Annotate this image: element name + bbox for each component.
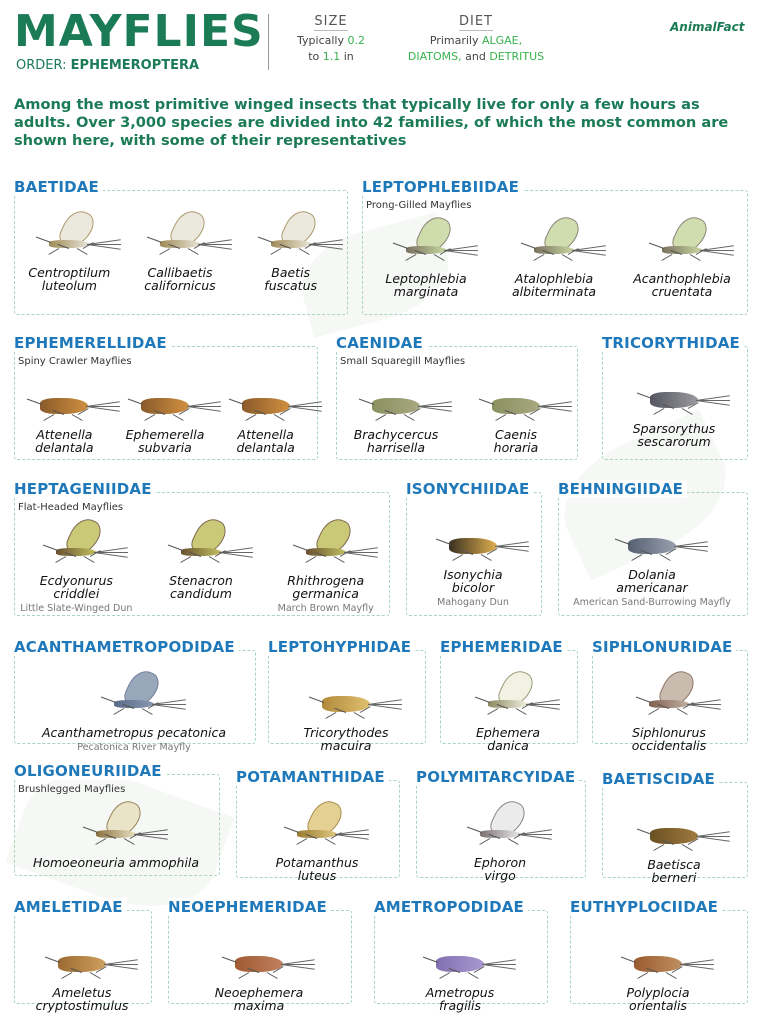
- species-name: Ephemerella subvaria: [125, 427, 205, 455]
- family-common-name: Brushlegged Mayflies: [18, 784, 126, 795]
- mayfly-illustration: [621, 668, 717, 726]
- family-name: EPHEMERELLIDAE: [14, 334, 171, 352]
- species-name: Baetis fuscatus: [264, 265, 318, 293]
- species-card: [618, 214, 746, 298]
- mayfly-illustration: [28, 516, 124, 574]
- species-card: [215, 370, 316, 454]
- mayfly-illustration: [220, 370, 311, 428]
- family-name: OLIGONEURIIDAE: [14, 762, 166, 780]
- species-card: [235, 208, 346, 292]
- family-name: TRICORYTHIDAE: [602, 334, 744, 352]
- mayfly-illustration: [604, 510, 700, 568]
- family-name: BAETISCIDAE: [602, 770, 719, 788]
- species-card: [602, 364, 746, 448]
- species-name: Ephemera danica: [475, 725, 541, 753]
- species-name: Attenella delantala: [236, 427, 295, 455]
- species-card: [168, 928, 350, 1012]
- mayfly-illustration: [21, 208, 117, 266]
- order-line: [16, 58, 199, 73]
- species-card: [406, 510, 540, 608]
- family-name: SIPHLONURIDAE: [592, 638, 736, 656]
- family-name: HEPTAGENIIDAE: [14, 480, 156, 498]
- size-min: 0.2: [347, 34, 365, 47]
- species-card: [456, 370, 576, 454]
- species-card: [14, 928, 150, 1012]
- diet-info: [396, 14, 556, 65]
- species-common-name: Little Slate-Winged Dun: [20, 603, 133, 614]
- species-name: Homoeoneuria ammophila: [32, 855, 200, 870]
- mayfly-illustration: [506, 214, 602, 272]
- species-name: Centroptilum luteolum: [28, 265, 111, 293]
- species-card: [374, 928, 546, 1012]
- species-card: [490, 214, 618, 298]
- species-card: [592, 668, 746, 752]
- mayfly-illustration: [634, 214, 730, 272]
- size-max: 1.1: [322, 50, 341, 63]
- species-name: Caenis horaria: [493, 427, 539, 455]
- mayfly-illustration: [68, 798, 164, 856]
- mayfly-illustration: [34, 928, 130, 986]
- species-name: Ameletus cryptostimulus: [35, 985, 129, 1013]
- diet-heading: DIET: [459, 14, 493, 29]
- family-name: CAENIDAE: [336, 334, 427, 352]
- species-card: [125, 208, 236, 292]
- family-name: AMELETIDAE: [14, 898, 127, 916]
- species-name: Acanthametropus pecatonica: [41, 725, 227, 740]
- family-name: BAETIDAE: [14, 178, 103, 196]
- order-value: EPHEMEROPTERA: [70, 58, 200, 73]
- species-name: Siphlonurus occidentalis: [631, 725, 707, 753]
- page-title: MAYFLIES: [14, 6, 264, 57]
- family-name: EPHEMERIDAE: [440, 638, 567, 656]
- mayfly-illustration: [120, 370, 211, 428]
- species-card: [14, 668, 254, 753]
- species-card: [362, 214, 490, 298]
- diet-algae: ALGAE,: [481, 34, 523, 47]
- species-card: [139, 516, 264, 600]
- mayfly-illustration: [348, 370, 444, 428]
- size-info: [286, 14, 376, 65]
- family-name: BEHNINGIIDAE: [558, 480, 687, 498]
- family-name: ISONYCHIIDAE: [406, 480, 533, 498]
- species-card: [14, 798, 218, 869]
- species-name: Neoephemera maxima: [214, 985, 304, 1013]
- species-card: [440, 668, 576, 752]
- size-to: to: [308, 50, 320, 63]
- species-card: [236, 798, 398, 882]
- diet-and: and: [465, 50, 486, 63]
- diet-text: Primarily: [429, 34, 479, 47]
- species-common-name: American Sand-Burrowing Mayfly: [573, 597, 731, 608]
- diet-detritus: DETRITUS: [489, 50, 545, 63]
- species-name: Ephoron virgo: [473, 855, 527, 883]
- family-common-name: Prong-Gilled Mayflies: [366, 200, 472, 211]
- species-name: Tricorythodes macuira: [303, 725, 389, 753]
- species-card: [115, 370, 216, 454]
- brand-logo[interactable]: AnimalFact: [670, 20, 745, 34]
- species-name: Atalophlebia albiterminata: [511, 271, 597, 299]
- mayfly-illustration: [243, 208, 339, 266]
- family-name: AMETROPODIDAE: [374, 898, 528, 916]
- species-name: Sparsorythus sescarorum: [632, 421, 716, 449]
- family-common-name: Spiny Crawler Mayflies: [18, 356, 132, 367]
- species-common-name: Pecatonica River Mayfly: [77, 742, 191, 753]
- family-name: ACANTHAMETROPODIDAE: [14, 638, 239, 656]
- mayfly-illustration: [278, 516, 374, 574]
- species-name: Leptophlebia marginata: [385, 271, 467, 299]
- mayfly-illustration: [298, 668, 394, 726]
- mayfly-illustration: [211, 928, 307, 986]
- family-name: NEOEPHEMERIDAE: [168, 898, 331, 916]
- family-name: LEPTOHYPHIDAE: [268, 638, 415, 656]
- species-card: [14, 208, 125, 292]
- family-name: POTAMANTHIDAE: [236, 768, 389, 786]
- species-card: [416, 798, 584, 882]
- species-name: Brachycercus harrisella: [353, 427, 439, 455]
- species-name: Attenella delantala: [35, 427, 94, 455]
- mayfly-illustration: [610, 928, 706, 986]
- species-name: Rhithrogena germanica: [287, 573, 365, 601]
- mayfly-illustration: [460, 668, 556, 726]
- mayfly-illustration: [19, 370, 110, 428]
- family-name: POLYMITARCYIDAE: [416, 768, 579, 786]
- intro-text: Among the most primitive winged insects that typically live for only a few hours as adults. Over 3,000 species are divided into 42 families, of which the most common are shown here, with some of their representatives: [14, 96, 729, 149]
- species-card: [570, 928, 746, 1012]
- family-name: EUTHYPLOCIIDAE: [570, 898, 722, 916]
- species-common-name: March Brown Mayfly: [277, 603, 374, 614]
- size-text: Typically: [297, 34, 344, 47]
- species-card: [263, 516, 388, 614]
- species-card: [558, 510, 746, 608]
- mayfly-illustration: [269, 798, 365, 856]
- species-card: [14, 516, 139, 614]
- mayfly-illustration: [86, 668, 182, 726]
- species-card: [268, 668, 424, 752]
- size-heading: SIZE: [314, 14, 348, 29]
- order-label: ORDER:: [16, 58, 67, 73]
- species-name: Polyplocia orientalis: [626, 985, 690, 1013]
- species-card: [14, 370, 115, 454]
- species-common-name: Mahogany Dun: [437, 597, 509, 608]
- mayfly-illustration: [153, 516, 249, 574]
- species-card: [602, 800, 746, 884]
- diet-diatoms: DIATOMS,: [407, 50, 462, 63]
- mayfly-illustration: [412, 928, 508, 986]
- species-name: Stenacron candidum: [169, 573, 233, 601]
- species-card: [336, 370, 456, 454]
- species-name: Dolania americanar: [616, 567, 688, 595]
- header-divider: [268, 14, 269, 70]
- species-name: Ametropus fragilis: [425, 985, 495, 1013]
- species-name: Potamanthus luteus: [275, 855, 359, 883]
- family-common-name: Flat-Headed Mayflies: [18, 502, 124, 513]
- mayfly-illustration: [468, 370, 564, 428]
- size-unit: in: [343, 50, 354, 63]
- mayfly-illustration: [452, 798, 548, 856]
- mayfly-illustration: [378, 214, 474, 272]
- mayfly-illustration: [132, 208, 228, 266]
- species-name: Callibaetis californicus: [144, 265, 216, 293]
- mayfly-illustration: [425, 510, 521, 568]
- family-common-name: Small Squaregill Mayflies: [340, 356, 466, 367]
- species-name: Ecdyonurus criddlei: [39, 573, 113, 601]
- species-name: Baetisca berneri: [647, 857, 701, 885]
- species-name: Acanthophlebia cruentata: [633, 271, 731, 299]
- family-name: LEPTOPHLEBIIDAE: [362, 178, 523, 196]
- species-name: Isonychia bicolor: [443, 567, 503, 595]
- mayfly-illustration: [626, 800, 722, 858]
- mayfly-illustration: [626, 364, 722, 422]
